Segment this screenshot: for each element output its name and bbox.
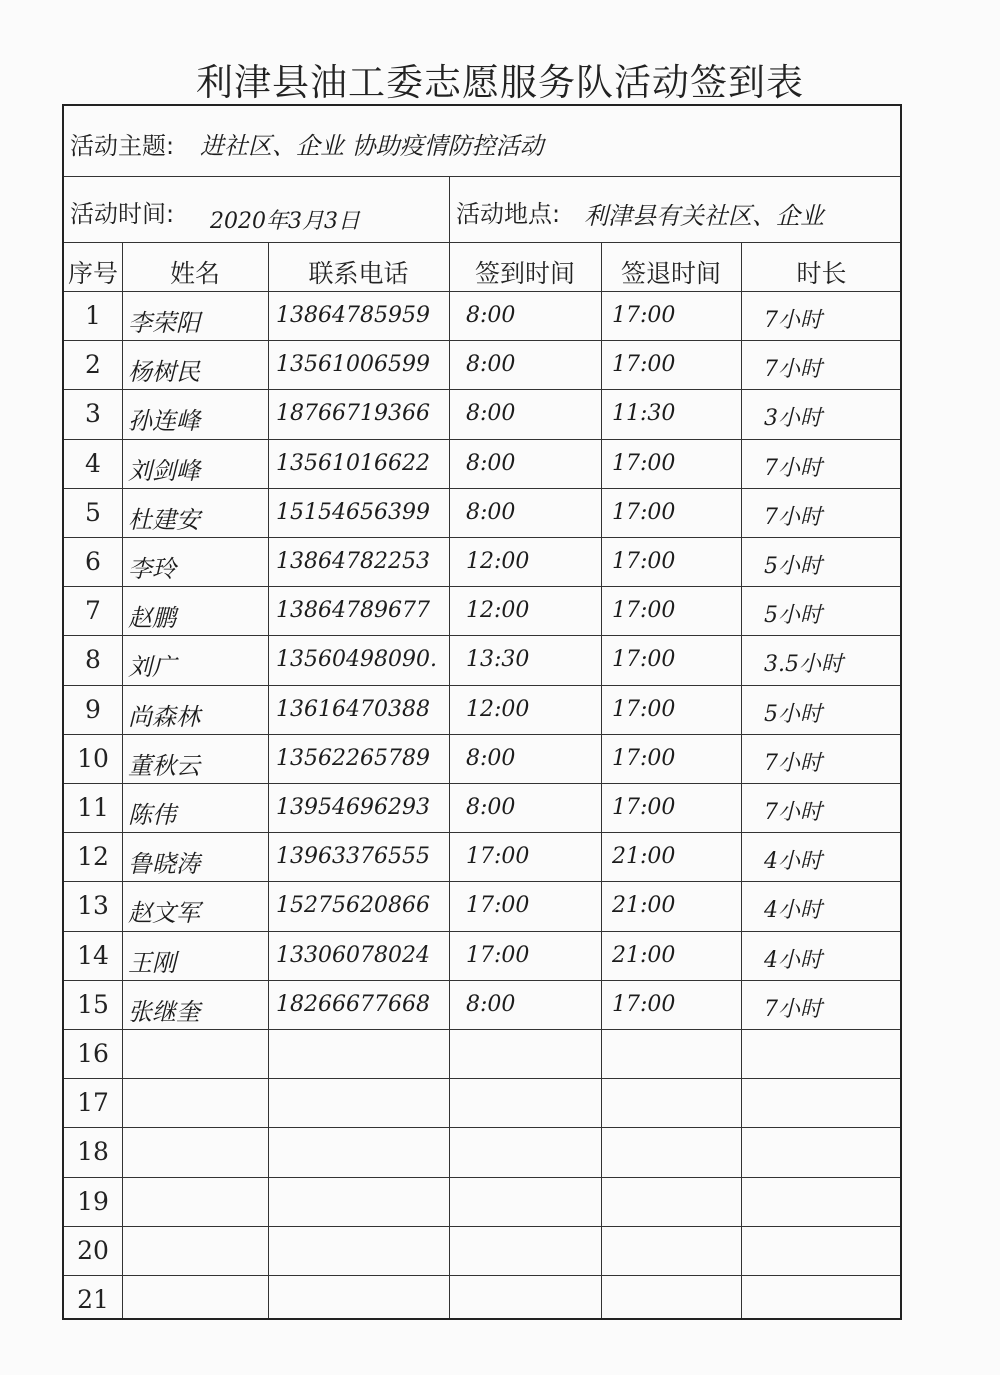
row-phone: 15275620866 (276, 893, 430, 919)
row-checkin: 8:00 (466, 991, 516, 1017)
row-phone: 13561016622 (276, 450, 430, 476)
row-name: 赵文军 (128, 899, 200, 928)
row-checkin: 8:00 (466, 401, 516, 427)
time-value: 2020年3月3日 (210, 209, 360, 234)
header-checkout: 签退时间 (620, 259, 721, 288)
row-number: 19 (77, 1186, 109, 1216)
row-checkin: 8:00 (466, 499, 516, 525)
row-number: 16 (77, 1039, 109, 1068)
row-number: 17 (77, 1088, 109, 1118)
row-number: 2 (85, 350, 101, 380)
row-phone: 13954696293 (276, 795, 430, 820)
row-number: 10 (77, 743, 109, 773)
row-checkin: 8:00 (466, 352, 516, 378)
page-title: 利津县油工委志愿服务队活动签到表 (196, 61, 804, 104)
time-label: 活动时间: (70, 200, 175, 228)
row-checkout: 21:00 (612, 844, 676, 870)
divider (64, 931, 900, 932)
row-checkin: 8:00 (466, 303, 516, 328)
row-name: 李玲 (128, 555, 176, 583)
row-duration: 5小时 (764, 554, 822, 579)
row-checkout: 17:00 (612, 991, 676, 1017)
row-number: 4 (85, 448, 101, 478)
divider (64, 1177, 900, 1178)
place-label: 活动地点: (456, 200, 561, 228)
header-phone: 联系电话 (308, 259, 409, 288)
row-duration: 4小时 (764, 849, 822, 875)
row-duration: 7小时 (764, 504, 822, 530)
row-checkout: 17:00 (612, 499, 676, 525)
row-checkin: 13:30 (466, 647, 530, 673)
row-number: 12 (77, 842, 109, 872)
divider (64, 783, 900, 784)
row-number: 13 (77, 891, 109, 921)
row-name: 刘剑峰 (128, 456, 200, 485)
divider (64, 1275, 900, 1276)
row-phone: 13562265789 (276, 745, 430, 771)
row-name: 董秋云 (128, 751, 200, 780)
row-duration: 4小时 (764, 947, 822, 973)
row-duration: 7小时 (764, 308, 822, 333)
row-checkin: 17:00 (466, 942, 530, 968)
divider (64, 1127, 900, 1128)
row-checkout: 17:00 (612, 303, 676, 328)
divider (64, 242, 900, 243)
row-checkin: 17:00 (466, 844, 530, 870)
row-number: 7 (85, 596, 101, 626)
row-checkin: 8:00 (466, 745, 516, 771)
divider (64, 1078, 900, 1079)
row-duration: 7小时 (764, 455, 822, 481)
row-name: 尚森林 (128, 702, 200, 731)
divider (449, 176, 450, 242)
signin-table (62, 104, 902, 1320)
divider (64, 439, 900, 440)
row-phone: 15154656399 (276, 499, 430, 525)
row-checkin: 12:00 (466, 696, 530, 722)
row-phone: 13616470388 (276, 696, 430, 722)
divider (64, 586, 900, 587)
header-no: 序号 (67, 259, 118, 288)
row-phone: 18266677668 (276, 991, 430, 1017)
row-name: 刘广 (128, 653, 176, 682)
row-checkin: 8:00 (466, 450, 516, 476)
row-duration: 4小时 (764, 898, 822, 924)
row-checkin: 12:00 (466, 549, 530, 574)
divider (268, 242, 269, 1318)
row-phone: 18766719366 (276, 401, 430, 427)
divider (64, 488, 900, 489)
row-checkin: 8:00 (466, 795, 516, 820)
row-phone: 13864785959 (276, 303, 430, 328)
place-value: 利津县有关社区、企业 (584, 202, 824, 230)
row-name: 王刚 (128, 948, 176, 977)
row-checkout: 11:30 (612, 401, 676, 427)
row-name: 鲁晓涛 (128, 850, 200, 879)
divider (64, 176, 900, 177)
row-duration: 7小时 (764, 800, 822, 825)
row-checkout: 17:00 (612, 549, 676, 574)
divider (64, 635, 900, 636)
row-checkin: 17:00 (466, 893, 530, 919)
row-number: 14 (77, 940, 109, 970)
header-checkin: 签到时间 (474, 259, 575, 288)
divider (64, 832, 900, 833)
row-number: 18 (77, 1137, 109, 1167)
row-checkout: 17:00 (612, 647, 676, 673)
row-name: 赵鹏 (128, 604, 176, 633)
divider (64, 291, 900, 292)
row-number: 3 (85, 399, 101, 429)
row-phone: 13560498090. (276, 647, 437, 673)
row-number: 9 (85, 694, 101, 724)
row-checkout: 21:00 (612, 942, 676, 968)
row-checkout: 17:00 (612, 352, 676, 378)
row-phone: 13864789677 (276, 598, 430, 624)
row-checkout: 17:00 (612, 450, 676, 476)
row-number: 1 (85, 301, 101, 330)
row-name: 张继奎 (128, 997, 200, 1026)
divider (64, 1029, 900, 1030)
row-phone: 13306078024 (276, 942, 430, 968)
divider (64, 980, 900, 981)
divider (122, 242, 123, 1318)
row-duration: 7小时 (764, 357, 822, 383)
row-checkout: 17:00 (612, 598, 676, 624)
row-name: 孙连峰 (128, 407, 200, 436)
row-number: 11 (77, 793, 109, 822)
row-duration: 7小时 (764, 996, 822, 1022)
row-phone: 13963376555 (276, 844, 430, 870)
row-duration: 5小时 (764, 701, 822, 727)
theme-label: 活动主题: (70, 132, 175, 160)
divider (741, 242, 742, 1318)
row-name: 杨树民 (128, 358, 200, 387)
row-checkout: 17:00 (612, 795, 676, 820)
divider (64, 1226, 900, 1227)
row-number: 20 (77, 1235, 109, 1265)
divider (449, 242, 450, 1318)
row-checkout: 17:00 (612, 696, 676, 722)
divider (64, 734, 900, 735)
row-name: 杜建安 (128, 505, 200, 534)
divider (64, 340, 900, 341)
row-number: 21 (77, 1285, 109, 1314)
row-duration: 3.5小时 (764, 652, 843, 678)
row-name: 李荣阳 (128, 309, 200, 337)
divider (64, 881, 900, 882)
divider (601, 242, 602, 1318)
row-phone: 13561006599 (276, 352, 430, 378)
divider (64, 537, 900, 538)
row-name: 陈伟 (128, 801, 176, 829)
divider (64, 685, 900, 686)
row-checkin: 12:00 (466, 598, 530, 624)
divider (64, 389, 900, 390)
row-number: 6 (85, 547, 101, 576)
row-duration: 3小时 (764, 406, 822, 432)
header-duration: 时长 (796, 259, 847, 288)
row-number: 8 (85, 645, 101, 675)
row-number: 5 (85, 497, 101, 527)
row-number: 15 (77, 989, 109, 1019)
row-duration: 7小时 (764, 750, 822, 776)
row-duration: 5小时 (764, 603, 822, 629)
header-name: 姓名 (169, 259, 220, 288)
row-checkout: 17:00 (612, 745, 676, 771)
row-phone: 13864782253 (276, 549, 430, 574)
row-checkout: 21:00 (612, 893, 676, 919)
theme-value: 进社区、企业 协助疫情防控活动 (200, 132, 544, 160)
